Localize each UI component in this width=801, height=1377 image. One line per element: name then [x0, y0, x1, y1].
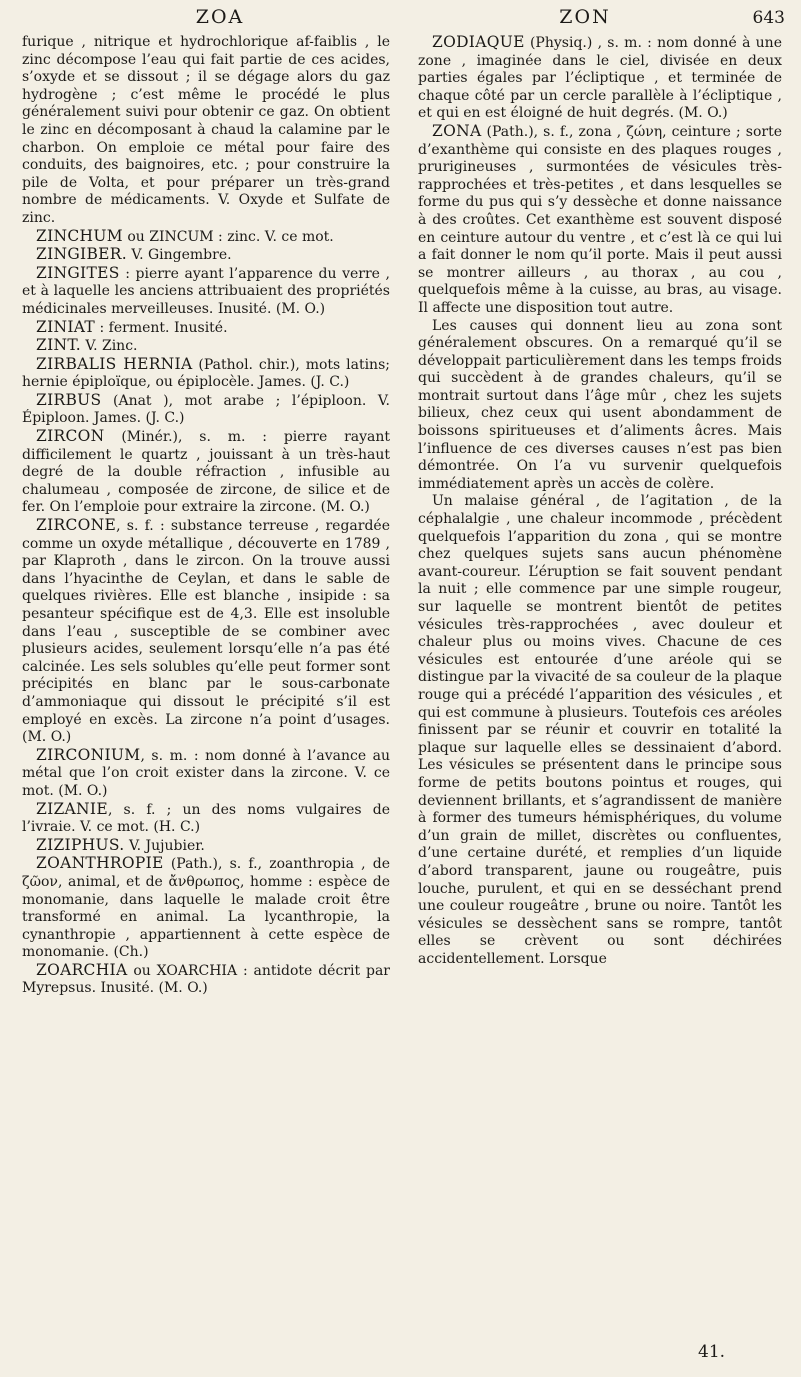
entry-headword: ZONA — [432, 121, 482, 140]
entry-text: furique , nitrique et hydrochlorique af-faiblis , le zinc décompose l’eau qui fait partie de ces acides, s’oxyde et se dissout ; il se dégage alors du gaz hydrogène ; c’est même le procédé le plus généralement suivi pour obtenir ce gaz. On obtient le zinc en décomposant à chaud la calamine par le charbon. On emploie ce métal pour faire des conduits, des baignoires, etc. ; pour construire la pile de Volta, et pour préparer un très-grand nombre de médicaments. V. Oxyde et Sulfate de zinc. — [22, 34, 390, 226]
entry-headword: ZIRCONE — [36, 516, 117, 535]
entry-headword: ZIZIPHUS. — [36, 835, 125, 854]
dictionary-entry — [418, 34, 782, 123]
entry-headword: ZINCHUM — [36, 226, 123, 245]
dictionary-entry — [22, 246, 390, 265]
entry-text: (Pathol. chir.), mots latins; hernie épiploïque, ou épiplocèle. James. (J. C.) — [22, 356, 390, 391]
entry-text: , s. f. : substance terreuse , regardée comme un oxyde métallique , découverte en 1789 , par Klaproth , dans le zircon. On la trouve aussi dans l’hyacinthe de Ceylan, et dans le sable de quelques rivières. Elle est blanche , insipide : sa pesanteur spécifique est de 4,3. Elle est insoluble dans l’eau , susceptible de se combiner avec plusieurs acides, seulement lorsqu’elle n’a pas été calcinée. Les sels solubles qu’elle peut former sont précipités en blanc par le sous-carbonate d’ammoniaque qui dissout le précipité s’il est employé en excès. La zircone n’a point d’usages. (M. O.) — [22, 518, 390, 746]
entry-text: (Physiq.) , s. m. : nom donné à une zone , imaginée dans le ciel, divisée en deux parties égales par l’écliptique , et terminée de chaque côté par un cercle parallèle à l’écliptique , et qui en est éloigné de huit degrés. (M. O.) — [418, 35, 782, 122]
entry-text: ou ZINCUM : zinc. V. ce mot. — [122, 228, 334, 245]
entry-headword: ZIRBALIS HERNIA — [36, 354, 193, 373]
dictionary-entry — [22, 837, 390, 856]
entry-text: (Path.), s. f., zoanthropia , de ζῶον, animal, et de ἄνθρωπος, homme : espèce de monomanie, dans laquelle le malade croit être transformé en animal. La lycanthropie, la cynanthropie , appartiennent à cette espèce de monomanie. (Ch.) — [22, 856, 390, 961]
left-column — [22, 34, 390, 998]
dictionary-entry — [22, 747, 390, 801]
running-head-left: ZOA — [195, 6, 245, 28]
entry-text: , s. m. : nom donné à l’avance au métal que l’on croit exister dans la zircone. V. ce mot. (M. O.) — [22, 747, 390, 799]
entry-headword: ZINGIBER. — [36, 245, 127, 264]
entry-headword: ZOANTHROPIE — [36, 854, 164, 873]
signature-mark: 41. — [698, 1342, 726, 1362]
entry-text: Un malaise général , de l’agitation , de la céphalalgie , une chaleur incommode , précèdent quelquefois l’apparition du zona , qui se montre chez quelques sujets sans aucun phénomène avant-coureur. L’éruption se fait souvent pendant la nuit ; elle commence par une simple rougeur, sur laquelle se montrent bientôt de petites vésicules très-rapprochées , avec douleur et chaleur plus ou moins vives. Chacune de ces vésicules est entourée d’une aréole qui se distingue par la vivacité de sa couleur de la plaque rouge qui a précédé l’apparition des vésicules , et qui est commune à plusieurs. Toutefois ces aréoles finissent par se réunir et couvrir en totalité la plaque sur laquelle elles se dessinaient d’abord. Les vésicules se présentent dans le principe sous forme de petits boutons pointus et rouges, qui deviennent brillants, et s’agrandissent de manière à former des tumeurs hémisphériques, du volume d’un grain de millet, discrètes ou confluentes, d’une certaine durété, et remplies d’un liquide d’abord transparent, jaune ou rougeâtre, puis louche, purulent, et qui en se desséchant prend une couleur rougeâtre , brune ou noire. Tantôt les vésicules se dessèchent sans se rompre, tantôt elles se crèvent ou sont déchirées accidentellement. Lorsque — [418, 493, 782, 967]
dictionary-entry — [418, 123, 782, 318]
dictionary-entry — [22, 34, 390, 228]
dictionary-entry — [22, 517, 390, 747]
dictionary-entry — [22, 319, 390, 338]
entry-text: , s. f. ; un des noms vulgaires de l’ivraie. V. ce mot. (H. C.) — [22, 801, 390, 836]
entry-text: V. Gingembre. — [126, 247, 232, 264]
dictionary-entry — [22, 392, 390, 428]
entry-headword: ZIRCONIUM — [36, 745, 141, 764]
entry-headword: ZIZANIE — [36, 799, 108, 818]
dictionary-entry — [22, 962, 390, 998]
running-head-right — [415, 6, 785, 30]
right-column — [418, 34, 782, 968]
entry-headword: ZINGITES — [36, 263, 120, 282]
dictionary-entry — [418, 318, 782, 494]
dictionary-entry — [22, 855, 390, 962]
dictionary-entry — [418, 493, 782, 968]
page-number: 643 — [752, 8, 785, 28]
entry-headword: ZINT. — [36, 336, 81, 355]
entry-text: Les causes qui donnent lieu au zona sont généralement obscures. On a remarqué qu’il se développait particulièrement dans les temps froids qui succèdent à de grandes chaleurs, qu’il se montrait surtout dans l’âge mûr , chez les sujets bilieux, chez ceux qui usent abondamment de boissons spiritueuses et d’aliments âcres. Mais l’influence de ces diverses causes n’est pas bien démontrée. On l’a vu survenir quelquefois immédiatement après un accès de colère. — [418, 317, 782, 492]
entry-headword: ZODIAQUE — [432, 33, 525, 51]
entry-text: ou XOARCHIA : antidote décrit par Myrepsus. Inusité. (M. O.) — [22, 962, 390, 997]
entry-text: : pierre ayant l’apparence du verre , et à laquelle les anciens attribuaient des propriétés médicinales merveilleuses. Inusité. (M. O.) — [22, 265, 390, 317]
entry-text: V. Jujubier. — [124, 837, 205, 854]
entry-headword: ZIRCON — [36, 427, 105, 446]
dictionary-entry — [22, 337, 390, 356]
dictionary-entry — [22, 801, 390, 837]
dictionary-entry — [22, 356, 390, 392]
entry-headword: ZOARCHIA — [36, 960, 128, 979]
dictionary-entry — [22, 228, 390, 247]
dictionary-entry — [22, 428, 390, 517]
entry-text: (Anat ), mot arabe ; l’épiploon. V. Épiploon. James. (J. C.) — [22, 392, 390, 427]
entry-text: V. Zinc. — [80, 338, 138, 355]
entry-text: (Minér.), s. m. : pierre rayant difficilement le quartz , jouissant à un très-haut degré de la double réfraction , infusible au chalumeau , composée de zircone, de silice et de fer. On l’emploie pour extraire la zircone. (M. O.) — [22, 429, 390, 516]
dictionary-entry — [22, 265, 390, 319]
running-head-word: ZON — [559, 6, 611, 28]
entry-headword: ZINIAT — [36, 317, 96, 336]
entry-text: (Path.), s. f., zona , ζώνη, ceinture ; sorte d’exanthème qui consiste en des plaques rouges , prurigineuses , surmontées de vésicules très-rapprochées et très-petites , et dans lesquelles se forme du pus qui s’y dessèche et donne naissance à des croûtes. Cet exanthème est souvent disposé en ceinture autour du ventre , et c’est là ce qui lui a fait donner le nom qu’il porte. Mais il peut aussi se montrer ailleurs , au thorax , au cou , quelquefois même à la cuisse, au bras, au visage. Il affecte une disposition tout autre. — [418, 123, 782, 316]
entry-text: : ferment. Inusité. — [95, 319, 228, 336]
entry-headword: ZIRBUS — [36, 390, 102, 409]
